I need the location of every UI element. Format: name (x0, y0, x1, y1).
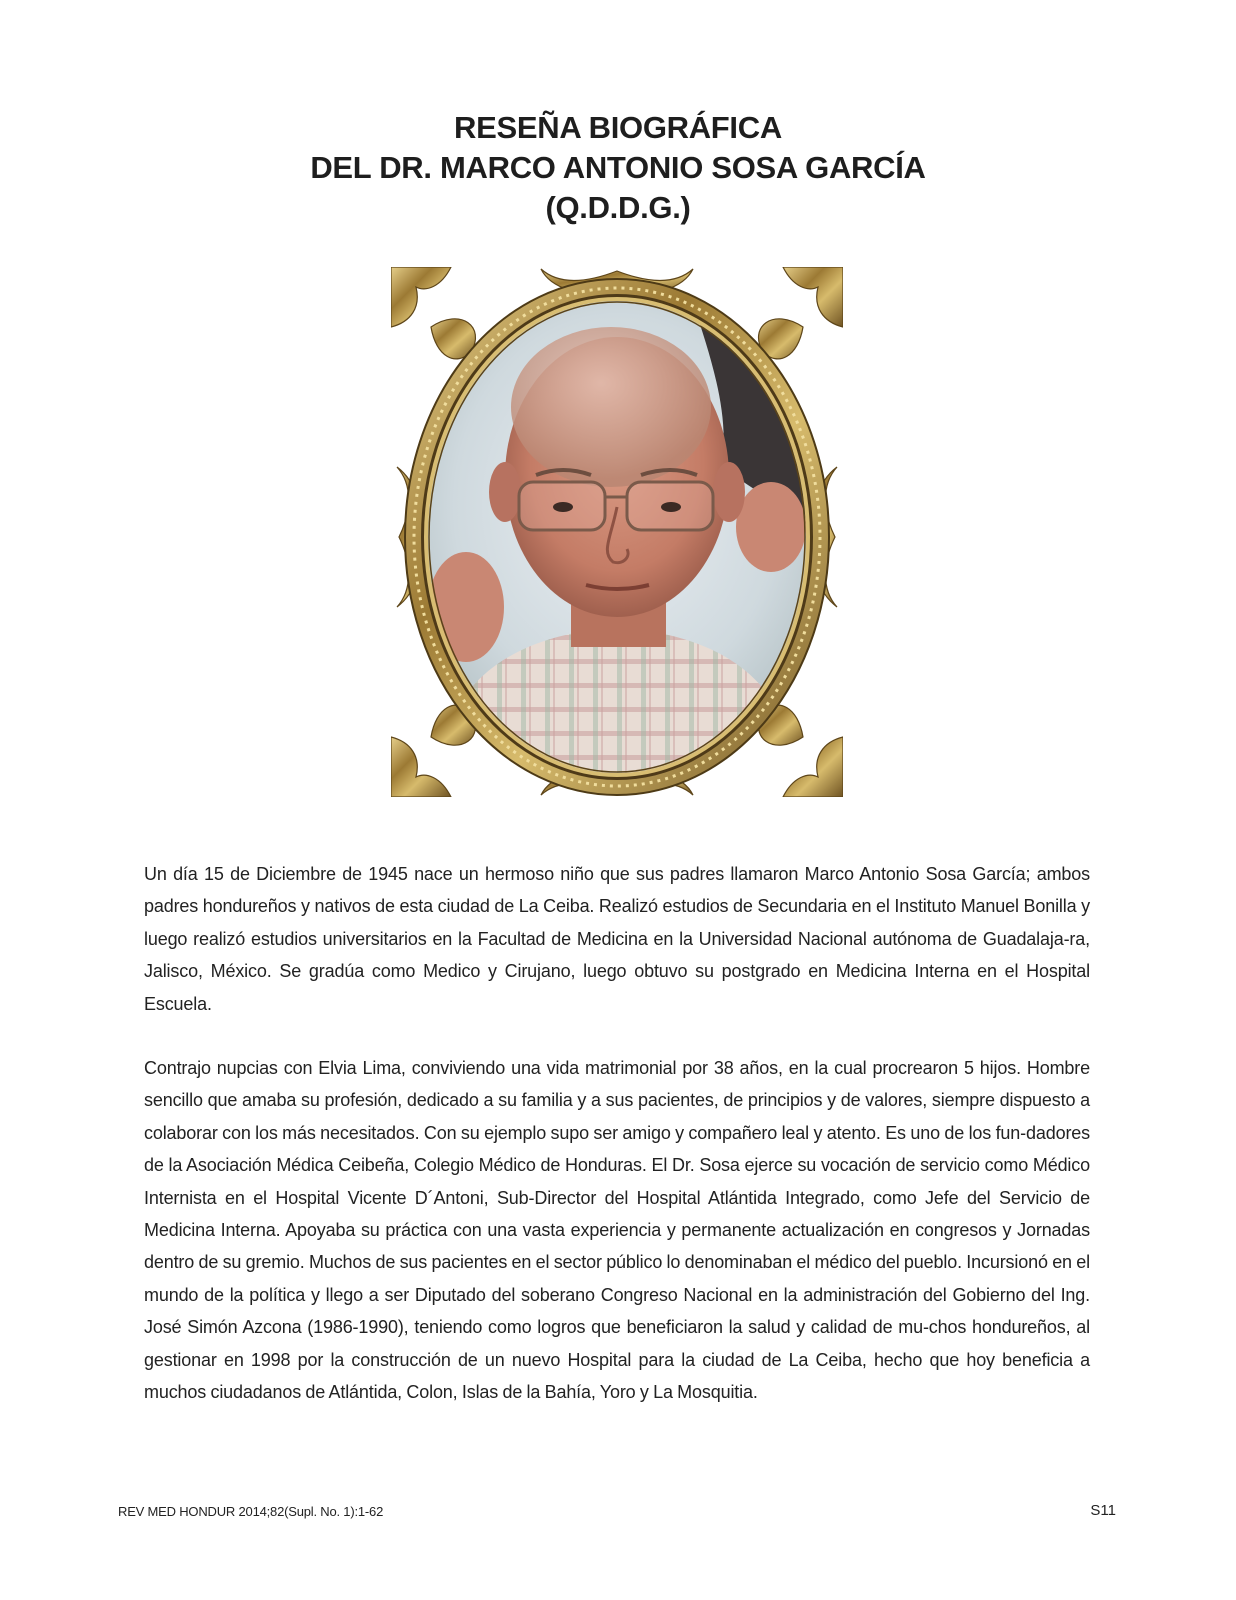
biography-paragraph-2: Contrajo nupcias con Elvia Lima, conviviendo una vida matrimonial por 38 años, en la cual procrearon 5 hijos. Hombre sencillo que amaba su profesión, dedicado a su familia y a sus pacientes, de principios y de valores, siempre dispuesto a colaborar con los más necesitados. Con su ejemplo supo ser amigo y compañero leal y atento. Es uno de los fun-dadores de la Asociación Médica Ceibeña, Colegio Médico de Honduras. El Dr. Sosa ejerce su vocación de servicio como Médico Internista en el Hospital Vicente D´Antoni, Sub-Director del Hospital Atlántida Integrado, como Jefe del Servicio de Medicina Interna. Apoyaba su práctica con una vasta experiencia y permanente actualización en congresos y Jornadas dentro de su gremio. Muchos de sus pacientes en el sector público lo denominaban el médico del pueblo. Incursionó en el mundo de la política y llego a ser Diputado del soberano Congreso Nacional en la administración del Gobierno del Ing. José Simón Azcona (1986-1990), teniendo como logros que beneficiaron la salud y calidad de mu-chos hondureños, al gestionar en 1998 por la construcción de un nuevo Hospital para la ciudad de La Ceiba, hecho que hoy beneficia a muchos ciudadanos de Atlántida, Colon, Islas de la Bahía, Yoro y La Mosquitia. (144, 1058, 1090, 1403)
biography-paragraph-1: Un día 15 de Diciembre de 1945 nace un hermoso niño que sus padres llamaron Marco Antonio Sosa García; ambos padres hondureños y nativos de esta ciudad de La Ceiba. Realizó estudios de Secundaria en el Instituto Manuel Bonilla y luego realizó estudios universitarios en la Facultad de Medicina en la Universidad Nacional autónoma de Guadalaja-ra, Jalisco, México. Se gradúa como Medico y Cirujano, luego obtuvo su postgrado en Medicina Interna en el Hospital Escuela. (144, 864, 1090, 1014)
title-line-2: DEL DR. MARCO ANTONIO SOSA GARCÍA (310, 150, 926, 185)
ornate-frame-image (391, 267, 843, 797)
title-line-1: RESEÑA BIOGRÁFICA (454, 110, 782, 145)
title-line-3: (Q.D.D.G.) (545, 190, 691, 225)
portrait-photo (391, 267, 843, 797)
journal-citation: REV MED HONDUR 2014;82(Supl. No. 1):1-62 (118, 1504, 384, 1519)
page-title (0, 108, 1236, 228)
page-number: S11 (1090, 1502, 1116, 1519)
